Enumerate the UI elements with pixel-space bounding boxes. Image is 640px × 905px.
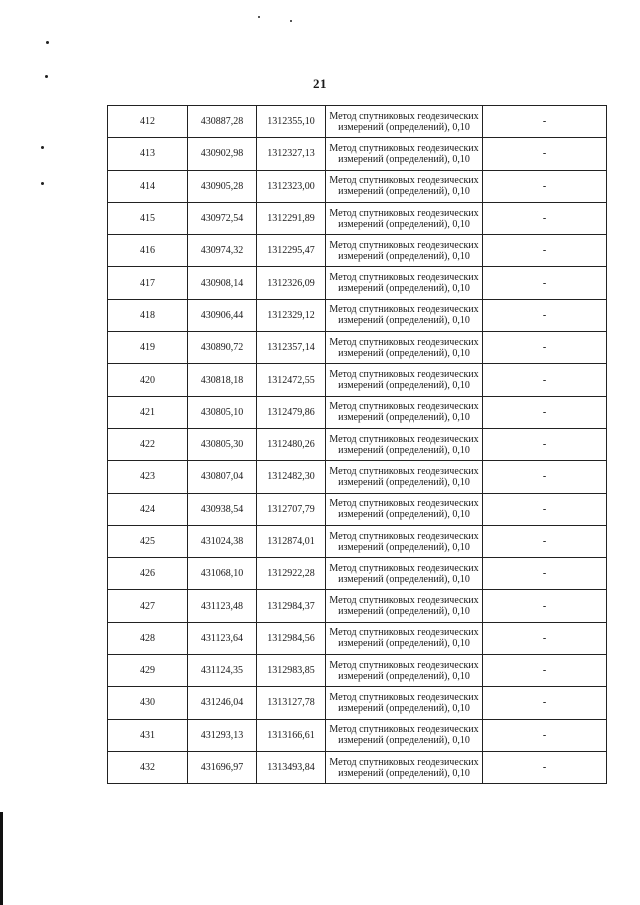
method-line-1: Метод спутниковых геодезических bbox=[329, 627, 479, 639]
x-coordinate-cell: 431068,10 bbox=[188, 558, 257, 590]
point-number-cell: 428 bbox=[108, 622, 188, 654]
method-cell bbox=[326, 267, 483, 299]
method-line-2: измерений (определений), 0,10 bbox=[338, 444, 470, 456]
method-line-1: Метод спутниковых геодезических bbox=[329, 530, 479, 542]
method-line-1: Метод спутниковых геодезических bbox=[329, 207, 479, 219]
point-number-cell: 419 bbox=[108, 332, 188, 364]
method-cell bbox=[326, 170, 483, 202]
method-line-1: Метод спутниковых геодезических bbox=[329, 756, 479, 768]
table-row bbox=[108, 493, 607, 525]
y-coordinate-cell: 1312874,01 bbox=[257, 525, 326, 557]
mark-cell: - bbox=[483, 655, 607, 687]
point-number-cell: 413 bbox=[108, 138, 188, 170]
method-line-2: измерений (определений), 0,10 bbox=[338, 412, 470, 424]
method-line-1: Метод спутниковых геодезических bbox=[329, 110, 479, 122]
method-line-1: Метод спутниковых геодезических bbox=[329, 724, 479, 736]
table-row bbox=[108, 751, 607, 783]
method-cell bbox=[326, 655, 483, 687]
x-coordinate-cell: 431024,38 bbox=[188, 525, 257, 557]
method-line-1: Метод спутниковых геодезических bbox=[329, 401, 479, 413]
method-cell bbox=[326, 396, 483, 428]
method-line-1: Метод спутниковых геодезических bbox=[329, 691, 479, 703]
method-line-1: Метод спутниковых геодезических bbox=[329, 659, 479, 671]
mark-cell: - bbox=[483, 267, 607, 299]
method-line-1: Метод спутниковых геодезических bbox=[329, 595, 479, 607]
scan-speck bbox=[46, 41, 49, 44]
method-line-2: измерений (определений), 0,10 bbox=[338, 250, 470, 262]
y-coordinate-cell: 1313127,78 bbox=[257, 687, 326, 719]
table-row bbox=[108, 267, 607, 299]
method-cell bbox=[326, 138, 483, 170]
method-cell bbox=[326, 428, 483, 460]
method-cell bbox=[326, 106, 483, 138]
mark-cell: - bbox=[483, 622, 607, 654]
x-coordinate-cell: 430902,98 bbox=[188, 138, 257, 170]
x-coordinate-cell: 430972,54 bbox=[188, 202, 257, 234]
table-row bbox=[108, 525, 607, 557]
y-coordinate-cell: 1312984,56 bbox=[257, 622, 326, 654]
x-coordinate-cell: 430887,28 bbox=[188, 106, 257, 138]
method-cell bbox=[326, 622, 483, 654]
method-line-2: измерений (определений), 0,10 bbox=[338, 153, 470, 165]
table-row bbox=[108, 719, 607, 751]
x-coordinate-cell: 430905,28 bbox=[188, 170, 257, 202]
x-coordinate-cell: 430805,30 bbox=[188, 428, 257, 460]
method-line-2: измерений (определений), 0,10 bbox=[338, 186, 470, 198]
point-number-cell: 416 bbox=[108, 235, 188, 267]
method-line-2: измерений (определений), 0,10 bbox=[338, 509, 470, 521]
method-cell bbox=[326, 558, 483, 590]
scan-edge-shadow bbox=[0, 812, 3, 905]
method-line-1: Метод спутниковых геодезических bbox=[329, 336, 479, 348]
y-coordinate-cell: 1312983,85 bbox=[257, 655, 326, 687]
mark-cell: - bbox=[483, 170, 607, 202]
mark-cell: - bbox=[483, 461, 607, 493]
method-cell bbox=[326, 687, 483, 719]
table-row bbox=[108, 332, 607, 364]
y-coordinate-cell: 1312707,79 bbox=[257, 493, 326, 525]
point-number-cell: 418 bbox=[108, 299, 188, 331]
y-coordinate-cell: 1312355,10 bbox=[257, 106, 326, 138]
mark-cell: - bbox=[483, 138, 607, 170]
x-coordinate-cell: 430818,18 bbox=[188, 364, 257, 396]
point-number-cell: 423 bbox=[108, 461, 188, 493]
mark-cell: - bbox=[483, 558, 607, 590]
table-row bbox=[108, 106, 607, 138]
point-number-cell: 414 bbox=[108, 170, 188, 202]
table-row bbox=[108, 558, 607, 590]
mark-cell: - bbox=[483, 493, 607, 525]
method-cell bbox=[326, 461, 483, 493]
x-coordinate-cell: 430938,54 bbox=[188, 493, 257, 525]
y-coordinate-cell: 1312472,55 bbox=[257, 364, 326, 396]
x-coordinate-cell: 431293,13 bbox=[188, 719, 257, 751]
y-coordinate-cell: 1312326,09 bbox=[257, 267, 326, 299]
point-number-cell: 432 bbox=[108, 751, 188, 783]
method-line-2: измерений (определений), 0,10 bbox=[338, 347, 470, 359]
method-line-1: Метод спутниковых геодезических bbox=[329, 142, 479, 154]
method-line-2: измерений (определений), 0,10 bbox=[338, 702, 470, 714]
table-row bbox=[108, 428, 607, 460]
coordinates-table-body bbox=[108, 106, 607, 784]
mark-cell: - bbox=[483, 751, 607, 783]
method-line-2: измерений (определений), 0,10 bbox=[338, 315, 470, 327]
method-line-1: Метод спутниковых геодезических bbox=[329, 304, 479, 316]
method-line-2: измерений (определений), 0,10 bbox=[338, 767, 470, 779]
method-line-1: Метод спутниковых геодезических bbox=[329, 175, 479, 187]
scan-speck bbox=[258, 16, 260, 18]
point-number-cell: 421 bbox=[108, 396, 188, 428]
method-line-1: Метод спутниковых геодезических bbox=[329, 433, 479, 445]
method-line-2: измерений (определений), 0,10 bbox=[338, 380, 470, 392]
method-line-2: измерений (определений), 0,10 bbox=[338, 638, 470, 650]
y-coordinate-cell: 1312922,28 bbox=[257, 558, 326, 590]
table-row bbox=[108, 235, 607, 267]
x-coordinate-cell: 430805,10 bbox=[188, 396, 257, 428]
method-line-2: измерений (определений), 0,10 bbox=[338, 735, 470, 747]
table-row bbox=[108, 687, 607, 719]
mark-cell: - bbox=[483, 590, 607, 622]
table-row bbox=[108, 590, 607, 622]
y-coordinate-cell: 1312482,30 bbox=[257, 461, 326, 493]
method-line-1: Метод спутниковых геодезических bbox=[329, 239, 479, 251]
method-line-2: измерений (определений), 0,10 bbox=[338, 121, 470, 133]
scan-speck bbox=[290, 20, 292, 22]
method-line-2: измерений (определений), 0,10 bbox=[338, 670, 470, 682]
point-number-cell: 422 bbox=[108, 428, 188, 460]
point-number-cell: 429 bbox=[108, 655, 188, 687]
method-cell bbox=[326, 719, 483, 751]
method-cell bbox=[326, 751, 483, 783]
scan-speck bbox=[41, 182, 44, 185]
mark-cell: - bbox=[483, 332, 607, 364]
x-coordinate-cell: 431124,35 bbox=[188, 655, 257, 687]
table-row bbox=[108, 622, 607, 654]
x-coordinate-cell: 431246,04 bbox=[188, 687, 257, 719]
mark-cell: - bbox=[483, 299, 607, 331]
y-coordinate-cell: 1313166,61 bbox=[257, 719, 326, 751]
point-number-cell: 426 bbox=[108, 558, 188, 590]
method-cell bbox=[326, 299, 483, 331]
y-coordinate-cell: 1312291,89 bbox=[257, 202, 326, 234]
method-cell bbox=[326, 332, 483, 364]
mark-cell: - bbox=[483, 687, 607, 719]
point-number-cell: 425 bbox=[108, 525, 188, 557]
mark-cell: - bbox=[483, 106, 607, 138]
table-row bbox=[108, 170, 607, 202]
coordinates-table bbox=[107, 105, 607, 784]
y-coordinate-cell: 1313493,84 bbox=[257, 751, 326, 783]
method-line-2: измерений (определений), 0,10 bbox=[338, 606, 470, 618]
point-number-cell: 412 bbox=[108, 106, 188, 138]
mark-cell: - bbox=[483, 396, 607, 428]
point-number-cell: 430 bbox=[108, 687, 188, 719]
point-number-cell: 424 bbox=[108, 493, 188, 525]
x-coordinate-cell: 430974,32 bbox=[188, 235, 257, 267]
method-line-1: Метод спутниковых геодезических bbox=[329, 465, 479, 477]
method-line-2: измерений (определений), 0,10 bbox=[338, 476, 470, 488]
y-coordinate-cell: 1312479,86 bbox=[257, 396, 326, 428]
x-coordinate-cell: 431696,97 bbox=[188, 751, 257, 783]
method-line-1: Метод спутниковых геодезических bbox=[329, 498, 479, 510]
table-row bbox=[108, 202, 607, 234]
x-coordinate-cell: 430890,72 bbox=[188, 332, 257, 364]
mark-cell: - bbox=[483, 364, 607, 396]
point-number-cell: 427 bbox=[108, 590, 188, 622]
table-row bbox=[108, 299, 607, 331]
method-line-1: Метод спутниковых геодезических bbox=[329, 369, 479, 381]
mark-cell: - bbox=[483, 719, 607, 751]
table-row bbox=[108, 655, 607, 687]
method-cell bbox=[326, 364, 483, 396]
x-coordinate-cell: 431123,64 bbox=[188, 622, 257, 654]
method-cell bbox=[326, 525, 483, 557]
table-row bbox=[108, 396, 607, 428]
method-cell bbox=[326, 202, 483, 234]
method-cell bbox=[326, 235, 483, 267]
y-coordinate-cell: 1312295,47 bbox=[257, 235, 326, 267]
method-line-2: измерений (определений), 0,10 bbox=[338, 541, 470, 553]
method-line-1: Метод спутниковых геодезических bbox=[329, 562, 479, 574]
method-line-1: Метод спутниковых геодезических bbox=[329, 272, 479, 284]
method-line-2: измерений (определений), 0,10 bbox=[338, 573, 470, 585]
method-line-2: измерений (определений), 0,10 bbox=[338, 218, 470, 230]
y-coordinate-cell: 1312480,26 bbox=[257, 428, 326, 460]
mark-cell: - bbox=[483, 235, 607, 267]
point-number-cell: 420 bbox=[108, 364, 188, 396]
x-coordinate-cell: 430908,14 bbox=[188, 267, 257, 299]
y-coordinate-cell: 1312329,12 bbox=[257, 299, 326, 331]
mark-cell: - bbox=[483, 428, 607, 460]
y-coordinate-cell: 1312323,00 bbox=[257, 170, 326, 202]
x-coordinate-cell: 430807,04 bbox=[188, 461, 257, 493]
x-coordinate-cell: 430906,44 bbox=[188, 299, 257, 331]
table-row bbox=[108, 138, 607, 170]
mark-cell: - bbox=[483, 202, 607, 234]
page-number: 21 bbox=[313, 76, 327, 91]
table-row bbox=[108, 364, 607, 396]
method-cell bbox=[326, 590, 483, 622]
method-cell bbox=[326, 493, 483, 525]
point-number-cell: 417 bbox=[108, 267, 188, 299]
scan-speck bbox=[41, 146, 44, 149]
x-coordinate-cell: 431123,48 bbox=[188, 590, 257, 622]
y-coordinate-cell: 1312984,37 bbox=[257, 590, 326, 622]
point-number-cell: 415 bbox=[108, 202, 188, 234]
y-coordinate-cell: 1312327,13 bbox=[257, 138, 326, 170]
mark-cell: - bbox=[483, 525, 607, 557]
table-row bbox=[108, 461, 607, 493]
point-number-cell: 431 bbox=[108, 719, 188, 751]
method-line-2: измерений (определений), 0,10 bbox=[338, 283, 470, 295]
y-coordinate-cell: 1312357,14 bbox=[257, 332, 326, 364]
